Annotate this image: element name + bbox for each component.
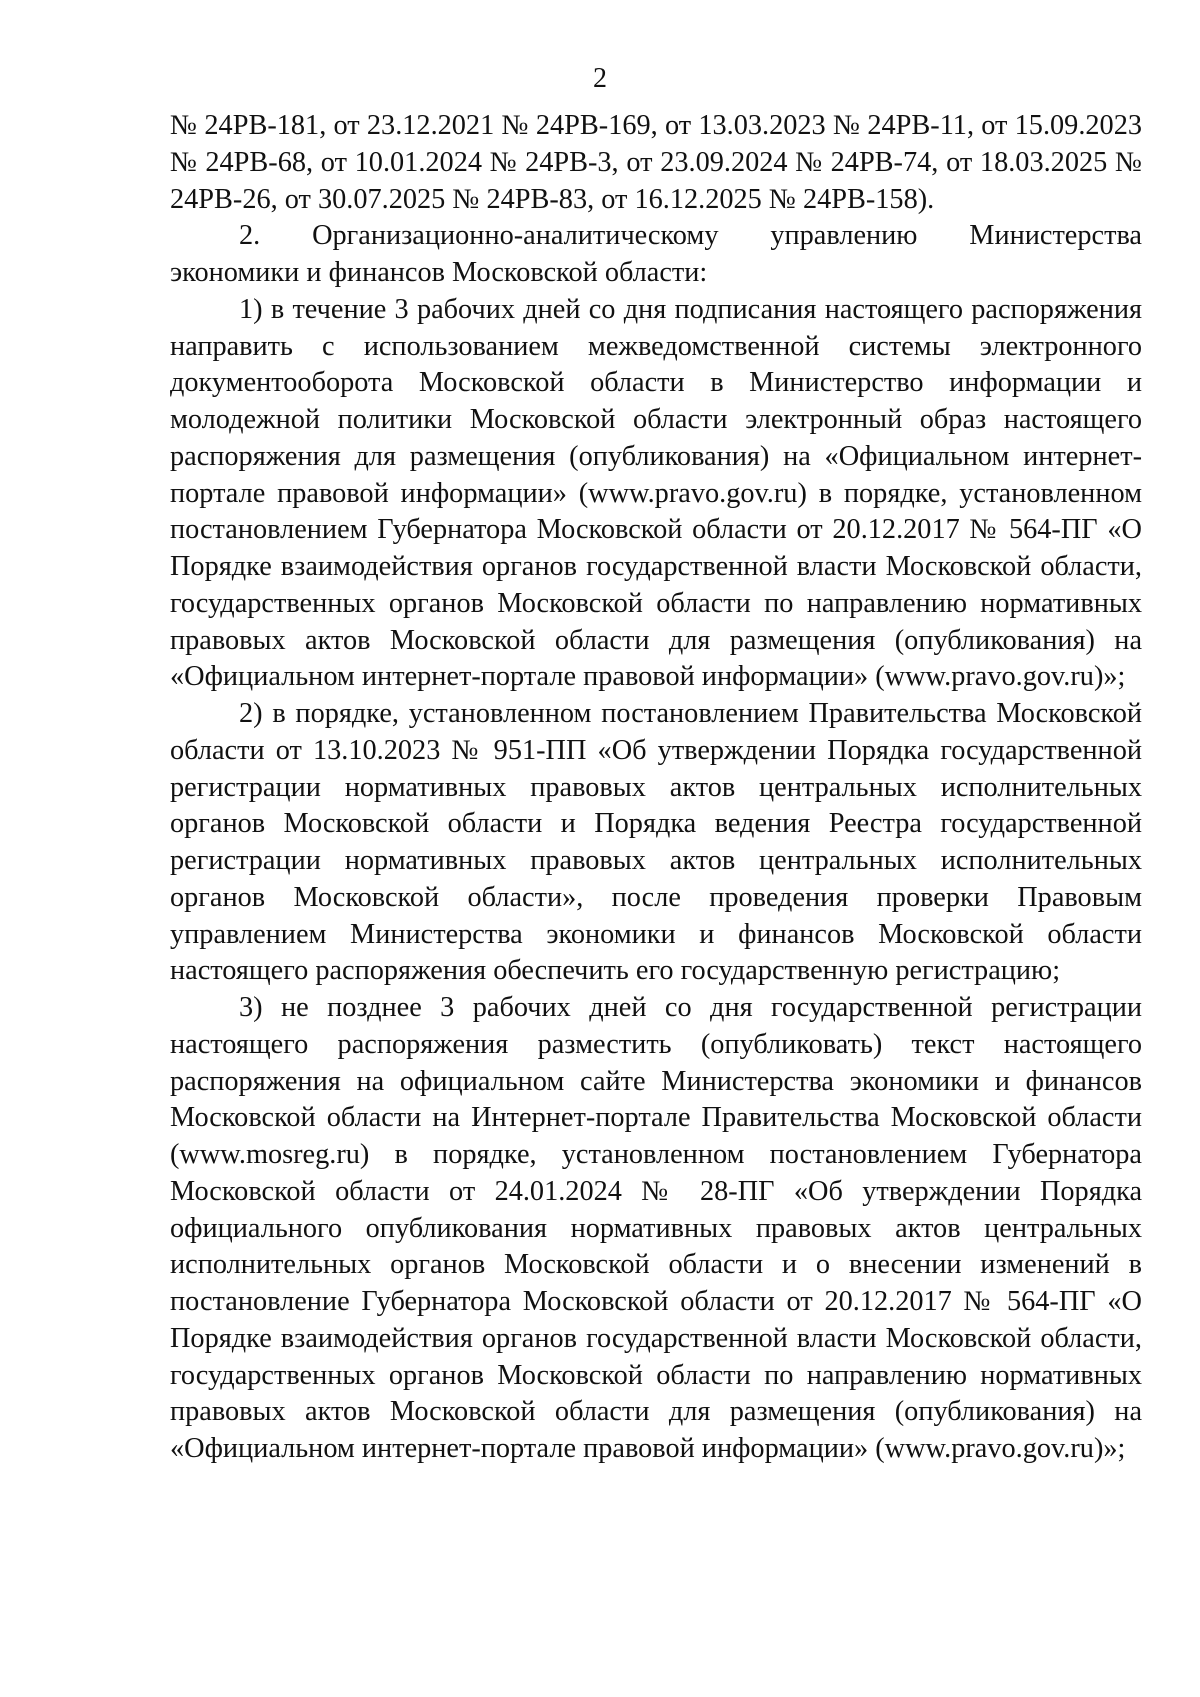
document-body (170, 108, 1142, 1468)
paragraph-subitem-1: 1) в течение 3 рабочих дней со дня подписания настоящего распоряжения направить с использованием межведомственной системы электронного документооборота Московской области в Министерство информации и молодежной политики Московской области электронный образ настоящего распоряжения для размещения (опубликования) на «Официальном интернет-портале правовой информации» (www.pravo.gov.ru) в порядке, установленном постановлением Губернатора Московской области от 20.12.2017 № 564-ПГ «О Порядке взаимодействия органов государственной власти Московской области, государственных органов Московской области по направлению нормативных правовых актов Московской области для размещения (опубликования) на «Официальном интернет-портале правовой информации» (www.pravo.gov.ru)»; (170, 293, 1142, 693)
page-number: 2 (593, 63, 607, 94)
paragraph-item-2: 2. Организационно-аналитическому управлению Министерства экономики и финансов Московской области: (170, 220, 1142, 288)
paragraph-subitem-3: 3) не позднее 3 рабочих дней со дня государственной регистрации настоящего распоряжения разместить (опубликовать) текст настоящего распоряжения на официальном сайте Министерства экономики и финансов Московской области на Интернет-портале Правительства Московской области (www.mosreg.ru) в порядке, установленном постановлением Губернатора Московской области от 24.01.2024 № 28-ПГ «Об утверждении Порядка официального опубликования нормативных правовых актов центральных исполнительных органов Московской области и о внесении изменений в постановление Губернатора Московской области от 20.12.2017 № 564-ПГ «О Порядке взаимодействия органов государственной власти Московской области, государственных органов Московской области по направлению нормативных правовых актов Московской области для размещения (опубликования) на «Официальном интернет-портале правовой информации» (www.pravo.gov.ru)»; (170, 992, 1142, 1464)
paragraph-continuation: № 24РВ-181, от 23.12.2021 № 24РВ-169, от 13.03.2023 № 24РВ-11, от 15.09.2023 № 24РВ-68, от 10.01.2024 № 24РВ-3, от 23.09.2024 № 24РВ-74, от 18.03.2025 № 24РВ-26, от 30.07.2025 № 24РВ-83, от 16.12.2025 № 24РВ-158). (170, 110, 1142, 215)
paragraph-subitem-2: 2) в порядке, установленном постановлением Правительства Московской области от 13.10.2023 № 951-ПП «Об утверждении Порядка государственной регистрации нормативных правовых актов центральных исполнительных органов Московской области и Порядка ведения Реестра государственной регистрации нормативных правовых актов центральных исполнительных органов Московской области», после проведения проверки Правовым управлением Министерства экономики и финансов Московской области настоящего распоряжения обеспечить его государственную регистрацию; (170, 698, 1142, 987)
